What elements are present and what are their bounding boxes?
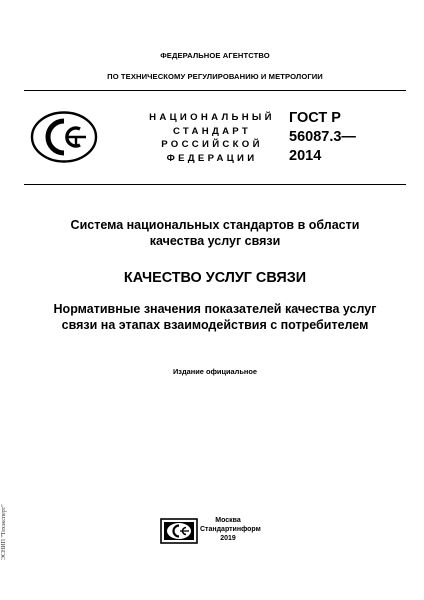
gost-number-line: ГОСТ Р — [289, 110, 341, 126]
standards-series-title — [24, 217, 406, 249]
divider-top — [24, 90, 406, 91]
gost-number-line: 56087.3— — [289, 129, 356, 145]
gost-number — [289, 109, 409, 166]
gost-r-emblem-icon — [30, 110, 98, 164]
publisher-year: 2019 — [220, 535, 236, 542]
agency-name-line-2: ПО ТЕХНИЧЕСКОМУ РЕГУЛИРОВАНИЮ И МЕТРОЛОГИИ — [107, 72, 323, 81]
divider-bottom — [24, 184, 406, 185]
national-standard-line: НАЦИОНАЛЬНЫЙ — [149, 112, 275, 123]
series-title-line: Система национальных стандартов в области — [70, 218, 360, 232]
publisher-info — [200, 516, 261, 543]
subtitle-line: связи на этапах взаимодействия с потребителем — [61, 318, 369, 332]
edition-label: Издание официальное — [172, 367, 257, 376]
series-title-line: качества услуг связи — [149, 234, 281, 248]
national-standard-line: ФЕДЕРАЦИИ — [166, 152, 258, 164]
national-standard-label — [148, 111, 276, 165]
publisher-city: Москва — [215, 517, 241, 524]
agency-name-line-1: ФЕДЕРАЛЬНОЕ АГЕНТСТВО — [160, 51, 270, 60]
national-standard-line: РОССИЙСКОЙ — [161, 139, 263, 150]
subtitle-line: Нормативные значения показателей качества услуг — [53, 302, 377, 316]
national-standard-line: СТАНДАРТ — [172, 125, 252, 137]
document-subtitle — [24, 301, 406, 333]
gost-number-line: 2014 — [289, 148, 322, 164]
side-stamp: ЭСНИП "Техэксперт" — [1, 504, 7, 560]
publisher-name: Стандартинформ — [200, 526, 261, 533]
standartinform-logo-icon — [160, 518, 198, 544]
document-main-title: КАЧЕСТВО УСЛУГ СВЯЗИ — [123, 270, 307, 286]
